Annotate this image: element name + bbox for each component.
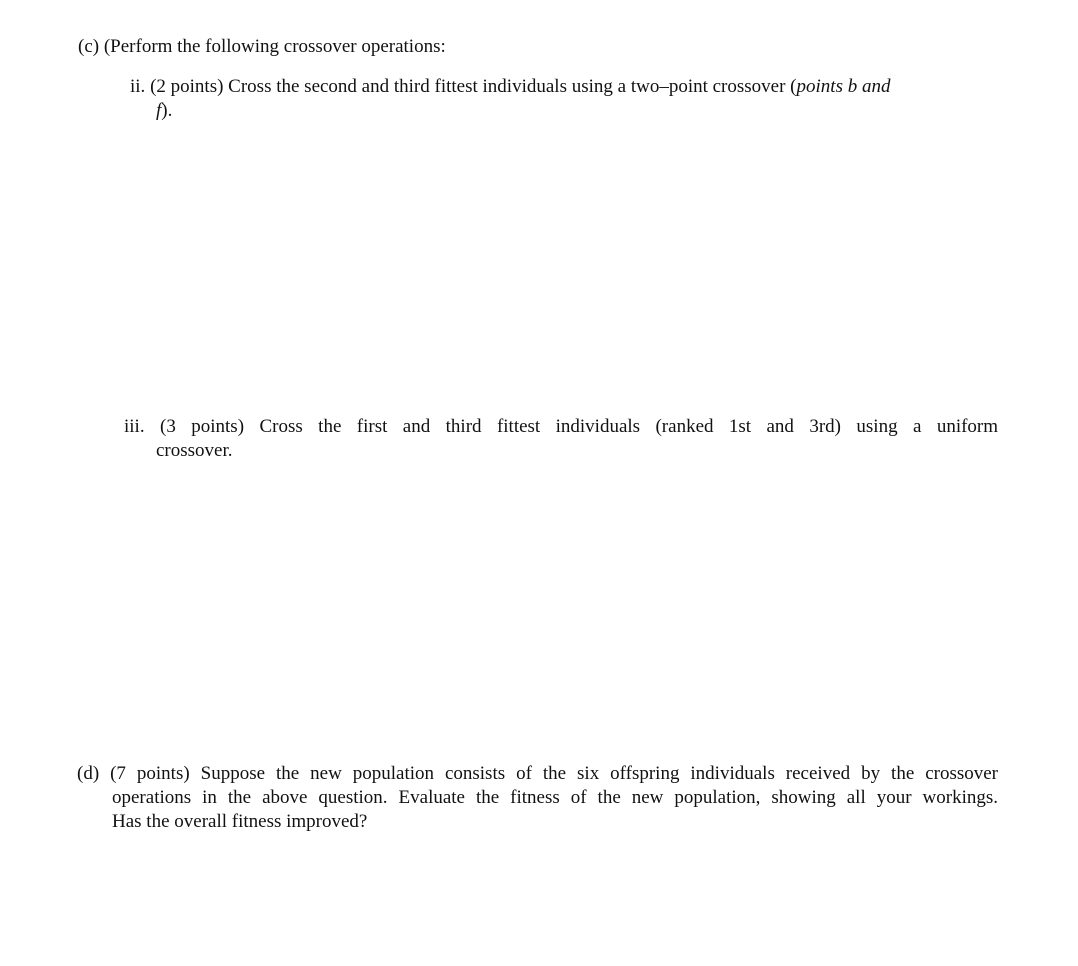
part-d-label: (d) [77,763,100,784]
part-c-heading-text: (Perform the following crossover operations: [103,36,446,57]
item-ii-line-2 [156,99,172,123]
part-d-text-1: Suppose the new population consists of the six offspring individuals received by the crossover [200,763,999,784]
item-ii-label: ii. [130,76,146,97]
part-c-heading [78,35,446,59]
item-ii-points: (2 points) [150,76,224,97]
item-iii-text-1: Cross the first and third fittest individuals (ranked 1st and 3rd) using a uniform [259,416,999,437]
item-iii-points: (3 points) [160,416,245,437]
item-ii-text-end: ). [161,100,173,121]
part-d-points: (7 points) [110,763,190,784]
item-ii-text: Cross the second and third fittest individuals using a two–point crossover ( [228,76,797,97]
part-c-label: (c) [78,36,100,57]
part-d-line-2 [112,786,998,810]
item-ii-italic-a: points b and [796,76,891,97]
part-d-line-3 [112,810,367,834]
part-d-text-3: Has the overall fitness improved? [112,811,368,832]
item-ii-italic-b: f [156,100,162,121]
item-ii-line-1 [130,75,1000,99]
item-iii-label: iii. [124,416,145,437]
part-d-text-2: operations in the above question. Evaluate the fitness of the new population, showing all your workings. [112,787,998,808]
item-iii-line-1 [124,415,998,439]
item-iii-line-2 [156,439,233,463]
part-d-line-1 [77,762,998,786]
item-iii-text-2: crossover. [156,440,233,461]
